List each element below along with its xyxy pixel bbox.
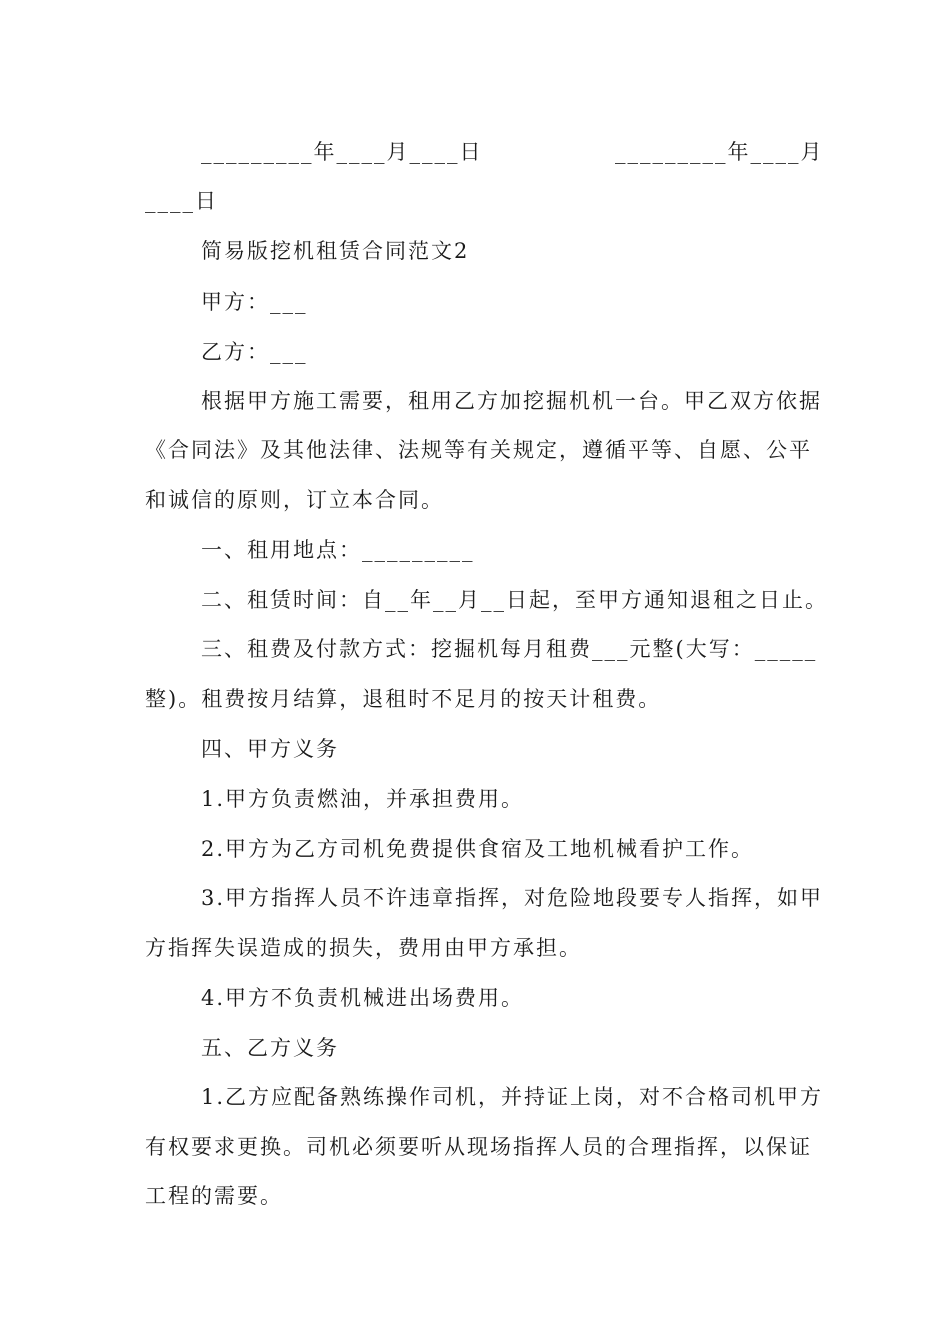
clause-1-location: 一、租用地点：_________ — [201, 538, 475, 562]
clause-4-item-2: 2.甲方为乙方司机免费提供食宿及工地机械看护工作。 — [201, 837, 755, 861]
clause-4-item-3-line-1: 3.甲方指挥人员不许违章指挥，对危险地段要专人指挥，如甲 — [201, 886, 824, 910]
party-b-line: 乙方：___ — [201, 340, 308, 364]
clause-5-item-1-line-3: 工程的需要。 — [145, 1184, 283, 1208]
clause-3-fee-line-2: 整)。租费按月结算，退租时不足月的按天计租费。 — [145, 687, 662, 711]
intro-paragraph-line-3: 和诚信的原则，订立本合同。 — [145, 488, 444, 512]
intro-paragraph-line-2: 《合同法》及其他法律、法规等有关规定，遵循平等、自愿、公平 — [145, 438, 812, 462]
party-a-line: 甲方：___ — [201, 290, 308, 314]
clause-4-item-3-line-2: 方指挥失误造成的损失，费用由甲方承担。 — [145, 936, 582, 960]
clause-4-heading: 四、甲方义务 — [201, 737, 339, 761]
signature-date-right-cont: ____日 — [145, 189, 218, 213]
signature-date-right: _________年____月 — [615, 140, 824, 164]
clause-5-item-1-line-1: 1.乙方应配备熟练操作司机，并持证上岗，对不合格司机甲方 — [201, 1085, 824, 1109]
clause-3-fee-line-1: 三、租费及付款方式：挖掘机每月租费___元整(大写：_____ — [201, 637, 818, 661]
signature-date-left: _________年____月____日 — [201, 140, 483, 164]
clause-5-item-1-line-2: 有权要求更换。司机必须要听从现场指挥人员的合理指挥，以保证 — [145, 1135, 812, 1159]
document-title: 简易版挖机租赁合同范文2 — [201, 239, 470, 263]
intro-paragraph-line-1: 根据甲方施工需要，租用乙方加挖掘机机一台。甲乙双方依据 — [201, 389, 822, 413]
clause-4-item-4: 4.甲方不负责机械进出场费用。 — [201, 986, 525, 1010]
clause-2-period: 二、租赁时间：自__年__月__日起，至甲方通知退租之日止。 — [201, 588, 828, 612]
clause-5-heading: 五、乙方义务 — [201, 1036, 339, 1060]
clause-4-item-1: 1.甲方负责燃油，并承担费用。 — [201, 787, 525, 811]
